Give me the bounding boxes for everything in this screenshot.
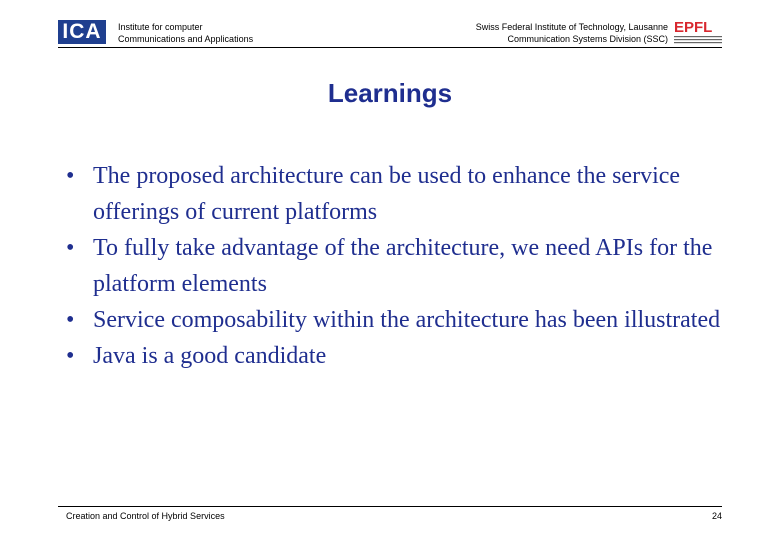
epfl-logo (672, 18, 724, 46)
bullet-text: Service composability within the architecture has been illustrated (93, 307, 721, 333)
bullet-item (66, 302, 756, 338)
bullet-dot-icon: • (66, 307, 75, 333)
header-left-line1: Institute for computer (118, 22, 203, 32)
footer-title: Creation and Control of Hybrid Services (66, 511, 225, 521)
bullet-dot-icon: • (66, 343, 75, 369)
bullet-list (66, 158, 756, 374)
slide-title: Learnings (327, 78, 453, 108)
bullet-dot-icon: • (66, 235, 75, 261)
bullet-dot-icon: • (66, 163, 75, 189)
header-left-institute (118, 21, 253, 45)
bullet-text: The proposed architecture can be used to enhance the service offerings of current platforms (93, 163, 681, 225)
footer-rule (58, 506, 722, 507)
header-right-line2: Communication Systems Division (SSC) (507, 34, 668, 44)
bullet-item (66, 338, 756, 374)
header-right-institute (476, 21, 668, 45)
header-left-line2: Communications and Applications (118, 34, 254, 44)
header-rule (58, 47, 722, 48)
page-number: 24 (711, 511, 722, 521)
bullet-text: To fully take advantage of the architecture, we need APIs for the platform elements (93, 235, 713, 297)
ica-logo: ICA (58, 20, 106, 44)
bullet-item (66, 158, 756, 230)
bullet-item (66, 230, 756, 302)
epfl-logo-text: EPFL (674, 19, 713, 36)
header-right-line1: Swiss Federal Institute of Technology, Lausanne (475, 22, 668, 32)
bullet-text: Java is a good candidate (93, 343, 327, 369)
